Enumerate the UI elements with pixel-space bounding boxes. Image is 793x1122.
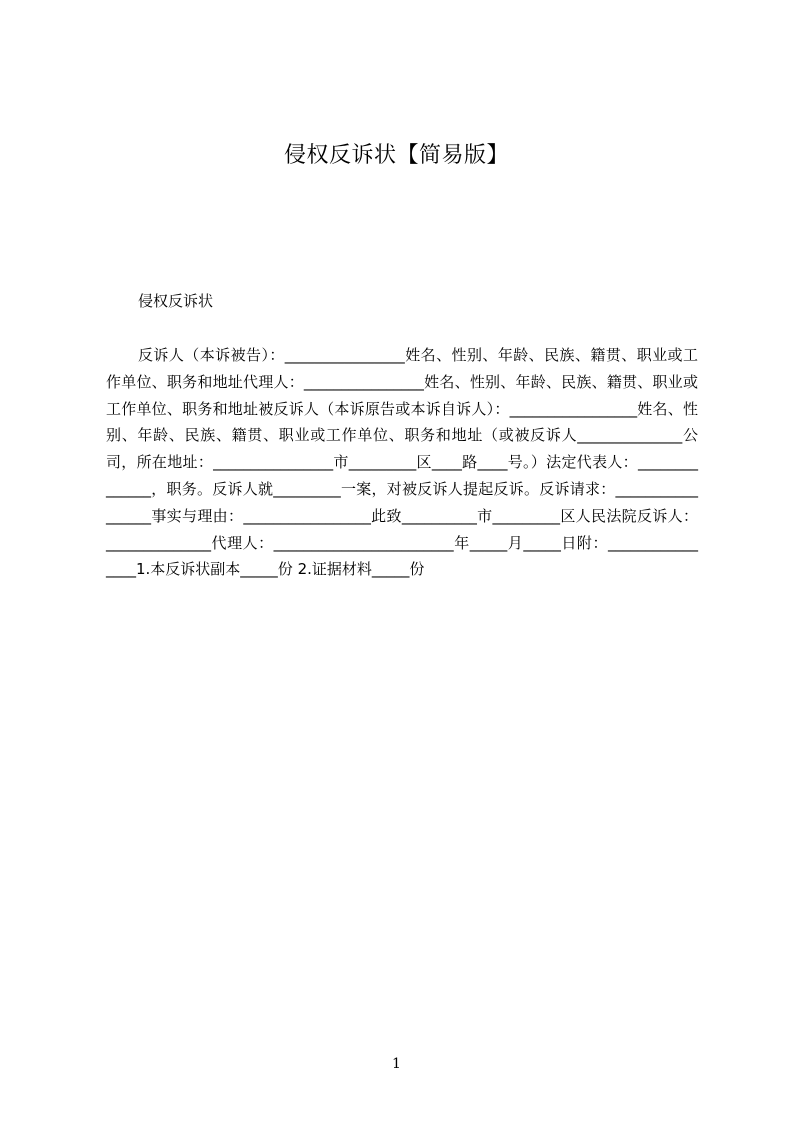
page-number: 1 [392, 1056, 401, 1072]
complaint-body-paragraph: 反诉人（本诉被告）：________________姓名、性别、年龄、民族、籍贯、职业或工作单位、职务和地址代理人：________________姓名、性别、年龄、民族、籍贯、职业或工作单位、职务和地址被反诉人（本诉原告或本诉自诉人）：_________________姓名、性别、年龄、民族、籍贯、职业或工作单位、职务和地址（或被反诉人______________公司，所在地址：________________市_________区____路____号。）法定代表人：______________，职务。反诉人就_________一案，对被反诉人提起反诉。反诉请求：_________________事实与理由：_________________此致__________市_________区人民法院反诉人：______________代理人：________________________年_____月_____日附：________________1.本反诉状副本_____份 2.证据材料_____份 [106, 346, 698, 579]
document-subheading: 侵权反诉状 [138, 292, 214, 310]
document-title: 侵权反诉状【简易版】 [283, 143, 509, 168]
